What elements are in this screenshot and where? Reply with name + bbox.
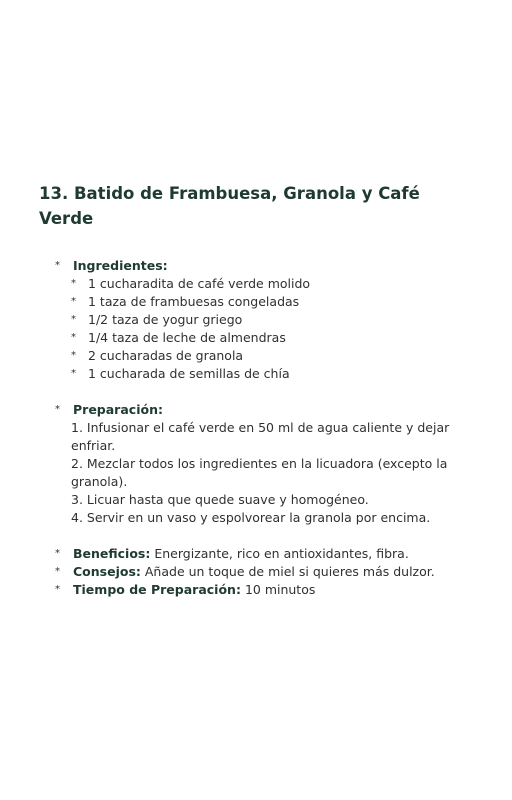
bullet-star-icon: * [55,404,60,415]
prep-time-text: 10 minutos [244,582,316,597]
bullet-star-icon: * [55,260,60,271]
bullet-star-icon: * [71,296,76,307]
ingredient-text: 1/2 taza de yogur griego [88,312,243,327]
tips-content [73,563,435,581]
preparation-step: 3. Licuar hasta que quede suave y homogéneo. [71,492,369,507]
benefits-content [73,545,409,563]
prep-time-label: Tiempo de Preparación: [73,582,241,597]
prep-time-content [73,581,315,599]
ingredients-list [55,275,485,383]
preparation-step: 1. Infusionar el café verde en 50 ml de agua caliente y dejar enfriar. [71,420,450,453]
preparation-heading [55,401,485,419]
ingredients-label: Ingredientes: [73,258,168,273]
tips-row [55,563,485,581]
ingredient-text: 1 taza de frambuesas congeladas [88,294,300,309]
preparation-step: 2. Mezclar todos los ingredientes en la licuadora (excepto la granola). [71,456,448,489]
bullet-star-icon: * [71,332,76,343]
ingredient-text: 2 cucharadas de granola [88,348,244,363]
ingredient-item [71,293,485,311]
ingredients-section [55,257,485,383]
recipe-title: 13. Batido de Frambuesa, Granola y Café Verde [39,184,420,228]
preparation-steps [55,419,485,527]
ingredient-text: 1/4 taza de leche de almendras [88,330,286,345]
preparation-label: Preparación: [73,402,163,417]
bullet-star-icon: * [55,548,60,559]
ingredient-item [71,347,485,365]
ingredient-item [71,275,485,293]
ingredients-heading [55,257,485,275]
bullet-star-icon: * [71,350,76,361]
bullet-star-icon: * [71,314,76,325]
ingredient-item [71,311,485,329]
preparation-section [55,401,485,527]
ingredient-text: 1 cucharada de semillas de chía [88,366,290,381]
ingredient-text: 1 cucharadita de café verde molido [88,276,311,291]
preparation-step: 4. Servir en un vaso y espolvorear la granola por encima. [71,510,431,525]
ingredient-item [71,329,485,347]
tips-text: Añade un toque de miel si quieres más dulzor. [144,564,435,579]
bullet-star-icon: * [55,566,60,577]
extra-info-section [55,545,485,599]
benefits-row [55,545,485,563]
ingredient-item [71,365,485,383]
bullet-star-icon: * [55,584,60,595]
benefits-text: Energizante, rico en antioxidantes, fibra. [154,546,409,561]
bullet-star-icon: * [71,368,76,379]
benefits-label: Beneficios: [73,546,151,561]
prep-time-row [55,581,485,599]
bullet-star-icon: * [71,278,76,289]
tips-label: Consejos: [73,564,141,579]
